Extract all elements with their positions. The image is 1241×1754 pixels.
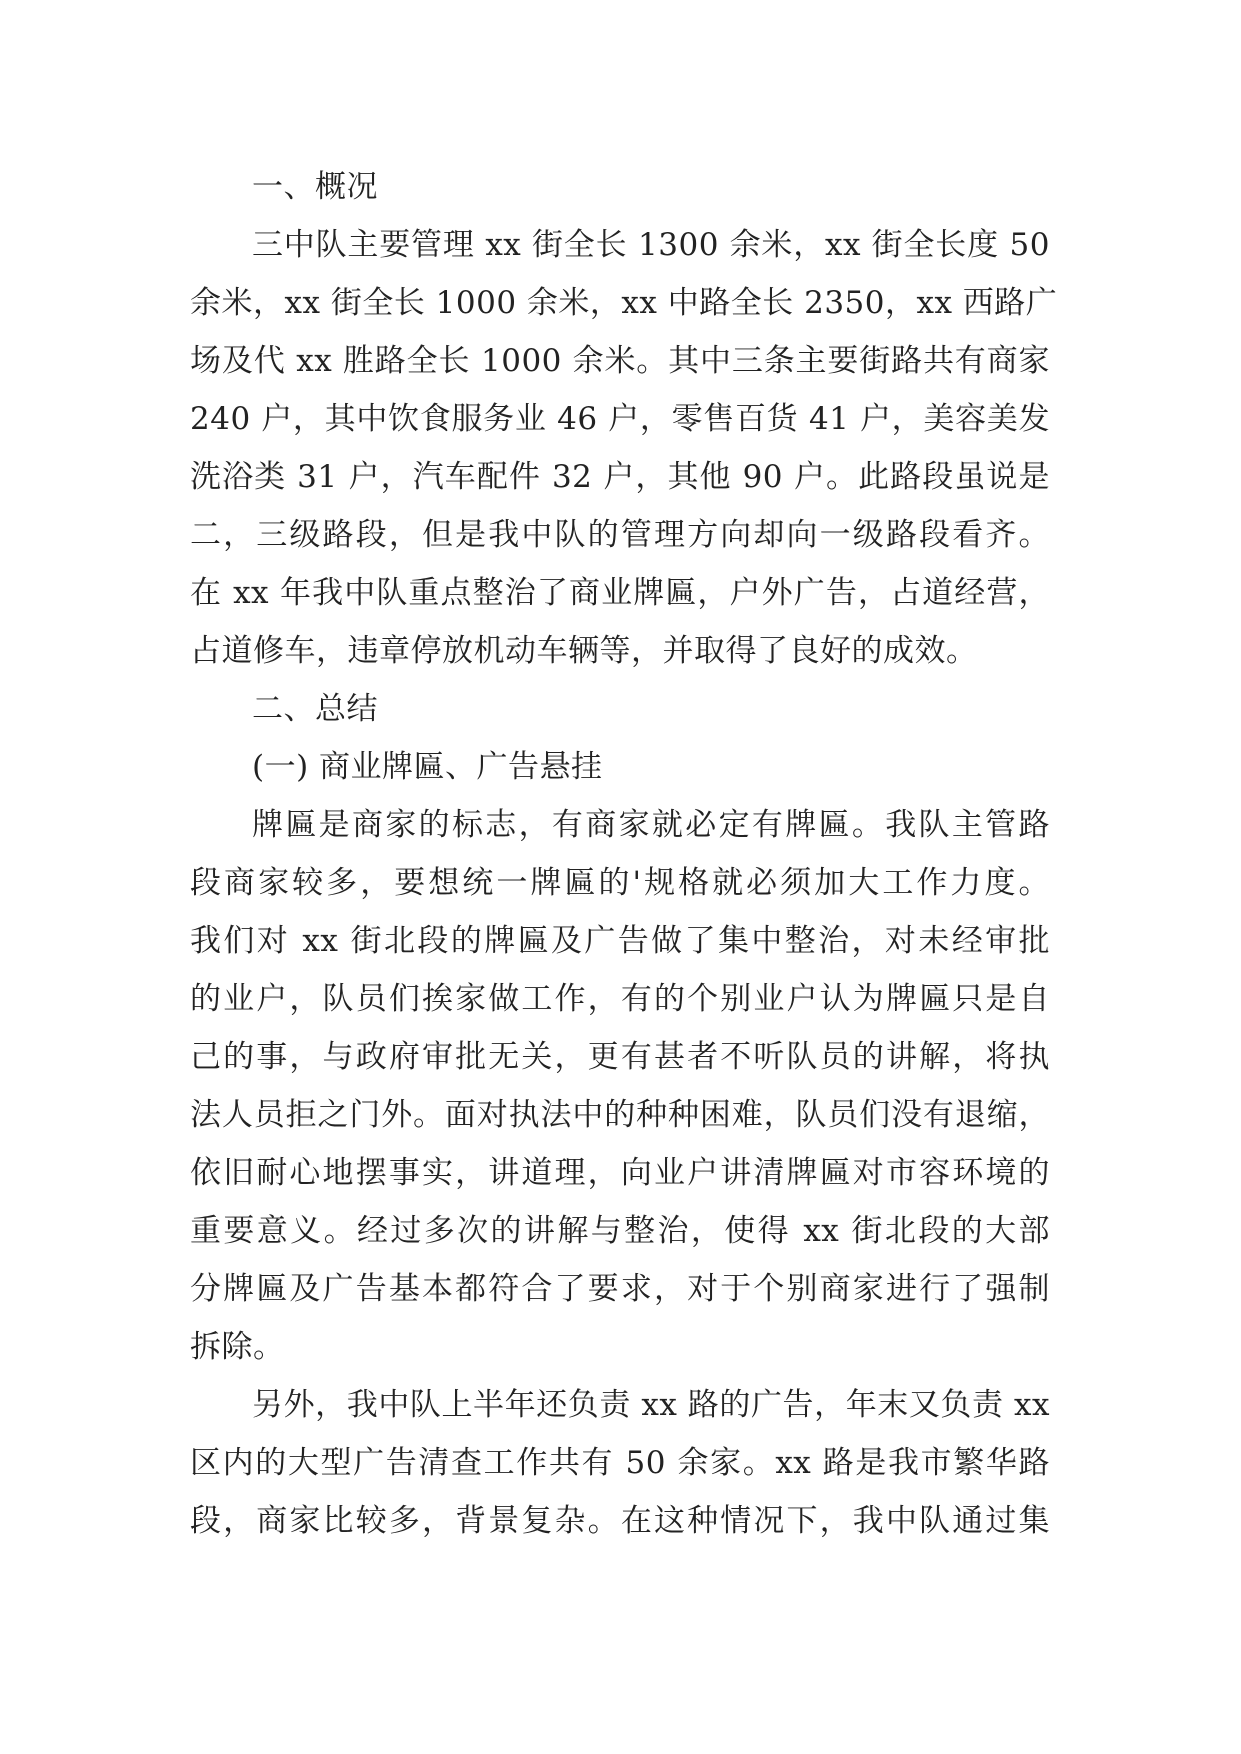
section-heading-summary: 二、总结: [252, 691, 378, 727]
text-line: 牌匾是商家的标志，有商家就必定有牌匾。我队主管路: [252, 807, 1050, 843]
text-line: 洗浴类 31 户，汽车配件 32 户，其他 90 户。此路段虽说是: [190, 459, 1050, 495]
text-line: 拆除。: [190, 1329, 285, 1365]
text-line: 另外，我中队上半年还负责 xx 路的广告，年末又负责 xx: [252, 1387, 1050, 1423]
text-line: 场及代 xx 胜路全长 1000 余米。其中三条主要街路共有商家: [190, 343, 1050, 379]
section-heading-overview: 一、概况: [252, 169, 378, 205]
text-line: 段，商家比较多，背景复杂。在这种情况下，我中队通过集: [190, 1503, 1050, 1539]
text-line: 区内的大型广告清查工作共有 50 余家。xx 路是我市繁华路: [190, 1445, 1050, 1481]
paragraph-signage: [190, 796, 1050, 1376]
text-line: 重要意义。经过多次的讲解与整治，使得 xx 街北段的大部: [190, 1213, 1050, 1249]
text-line: 占道修车，违章停放机动车辆等，并取得了良好的成效。: [190, 633, 978, 669]
text-line: 余米，xx 街全长 1000 余米，xx 中路全长 2350，xx 西路广: [190, 285, 1058, 321]
subsection-heading-signage: (一) 商业牌匾、广告悬挂: [252, 749, 603, 785]
text-line: 依旧耐心地摆事实，讲道理，向业户讲清牌匾对市容环境的: [190, 1155, 1050, 1191]
text-line: 的业户，队员们挨家做工作，有的个别业户认为牌匾只是自: [190, 981, 1050, 1017]
text-line: 己的事，与政府审批无关，更有甚者不听队员的讲解，将执: [190, 1039, 1050, 1075]
text-line: 段商家较多，要想统一牌匾的'规格就必须加大工作力度。: [190, 865, 1050, 901]
text-line: 三中队主要管理 xx 街全长 1300 余米，xx 街全长度 50: [252, 227, 1050, 263]
paragraph-overview: [190, 216, 1058, 680]
text-line: 在 xx 年我中队重点整治了商业牌匾，户外广告，占道经营，: [190, 575, 1050, 611]
text-line: 我们对 xx 街北段的牌匾及广告做了集中整治，对未经审批: [190, 923, 1050, 959]
text-line: 二，三级路段，但是我中队的管理方向却向一级路段看齐。: [190, 517, 1050, 553]
text-line: 240 户，其中饮食服务业 46 户，零售百货 41 户，美容美发: [190, 401, 1050, 437]
paragraph-advertising: [190, 1376, 1050, 1550]
text-line: 分牌匾及广告基本都符合了要求，对于个别商家进行了强制: [190, 1271, 1050, 1307]
text-line: 法人员拒之门外。面对执法中的种种困难，队员们没有退缩，: [190, 1097, 1050, 1133]
document-body: [190, 158, 1058, 1550]
